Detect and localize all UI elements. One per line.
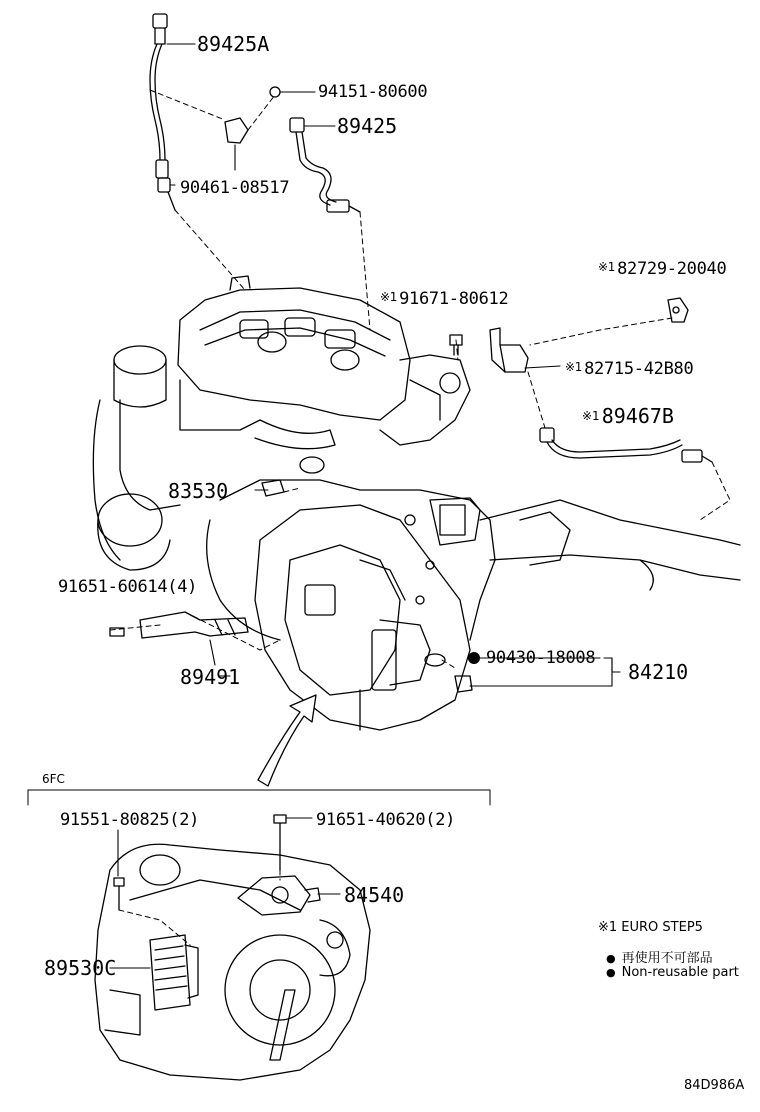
clip-94151-80600-illustration — [225, 87, 280, 143]
part-label-91651-40620: 91651-40620(2) — [316, 810, 456, 830]
section-label: 6FC — [42, 772, 65, 786]
lower-leaders — [110, 818, 340, 968]
legend-non-reusable-jp: ● 再使用不可部品 — [606, 951, 713, 966]
euro-step5-mark: ※1 — [582, 409, 600, 423]
leader-lines — [167, 44, 620, 689]
part-label-91671-80612: ※1 91671-80612 — [380, 289, 509, 309]
part-label-90430-18008: 90430-18008 — [468, 648, 595, 668]
transaxle-assembly-illustration — [95, 815, 370, 1080]
direction-arrow — [258, 695, 316, 786]
section-bracket — [28, 790, 490, 805]
part-label-83530: 83530 — [168, 479, 229, 503]
euro-step5-mark: ※1 — [565, 360, 583, 374]
switch-83530-illustration — [262, 480, 284, 496]
part-label-82729-20040: ※1 82729-20040 — [598, 259, 727, 279]
part-label-84210: 84210 — [628, 660, 689, 684]
part-label-89530c: 89530C — [44, 956, 117, 980]
switch-84210-illustration — [425, 654, 472, 692]
figure-code: 84D986A — [684, 1078, 745, 1093]
legend-bullet: ● — [606, 966, 616, 979]
part-label-91551-80825: 91551-80825(2) — [60, 810, 200, 830]
part-label-84540: 84540 — [344, 883, 405, 907]
lower-dashed-leaders — [119, 870, 280, 945]
ecu-89530c-illustration — [150, 935, 190, 1010]
euro-step5-mark: ※1 — [598, 260, 616, 274]
part-label-94151-80600: 94151-80600 — [318, 82, 428, 102]
non-reusable-dot — [468, 652, 480, 664]
part-label-89425: 89425 — [337, 114, 398, 138]
bracket-82715-42b80-illustration — [490, 328, 528, 372]
oxygen-sensor-89467b-illustration — [540, 428, 712, 462]
part-label-89467b: ※1 89467B — [582, 404, 674, 428]
part-label-89491: 89491 — [180, 665, 241, 689]
euro-step5-mark: ※1 — [380, 290, 398, 304]
legend-euro-step5: ※1 EURO STEP5 — [598, 920, 703, 935]
part-label-91651-60614: 91651-60614(4) — [58, 577, 198, 597]
dashed-leaders — [110, 90, 730, 668]
part-label-90461-08517: 90461-08517 — [180, 178, 290, 198]
sensor-89491-illustration — [110, 612, 248, 638]
legend-non-reusable-en: ● Non-reusable part — [606, 965, 739, 980]
oxygen-sensor-89425a-illustration — [150, 14, 175, 210]
part-label-89425a: 89425A — [197, 32, 270, 56]
part-label-82715-42b80: ※1 82715-42B80 — [565, 359, 694, 379]
legend-bullet: ● — [606, 952, 616, 965]
